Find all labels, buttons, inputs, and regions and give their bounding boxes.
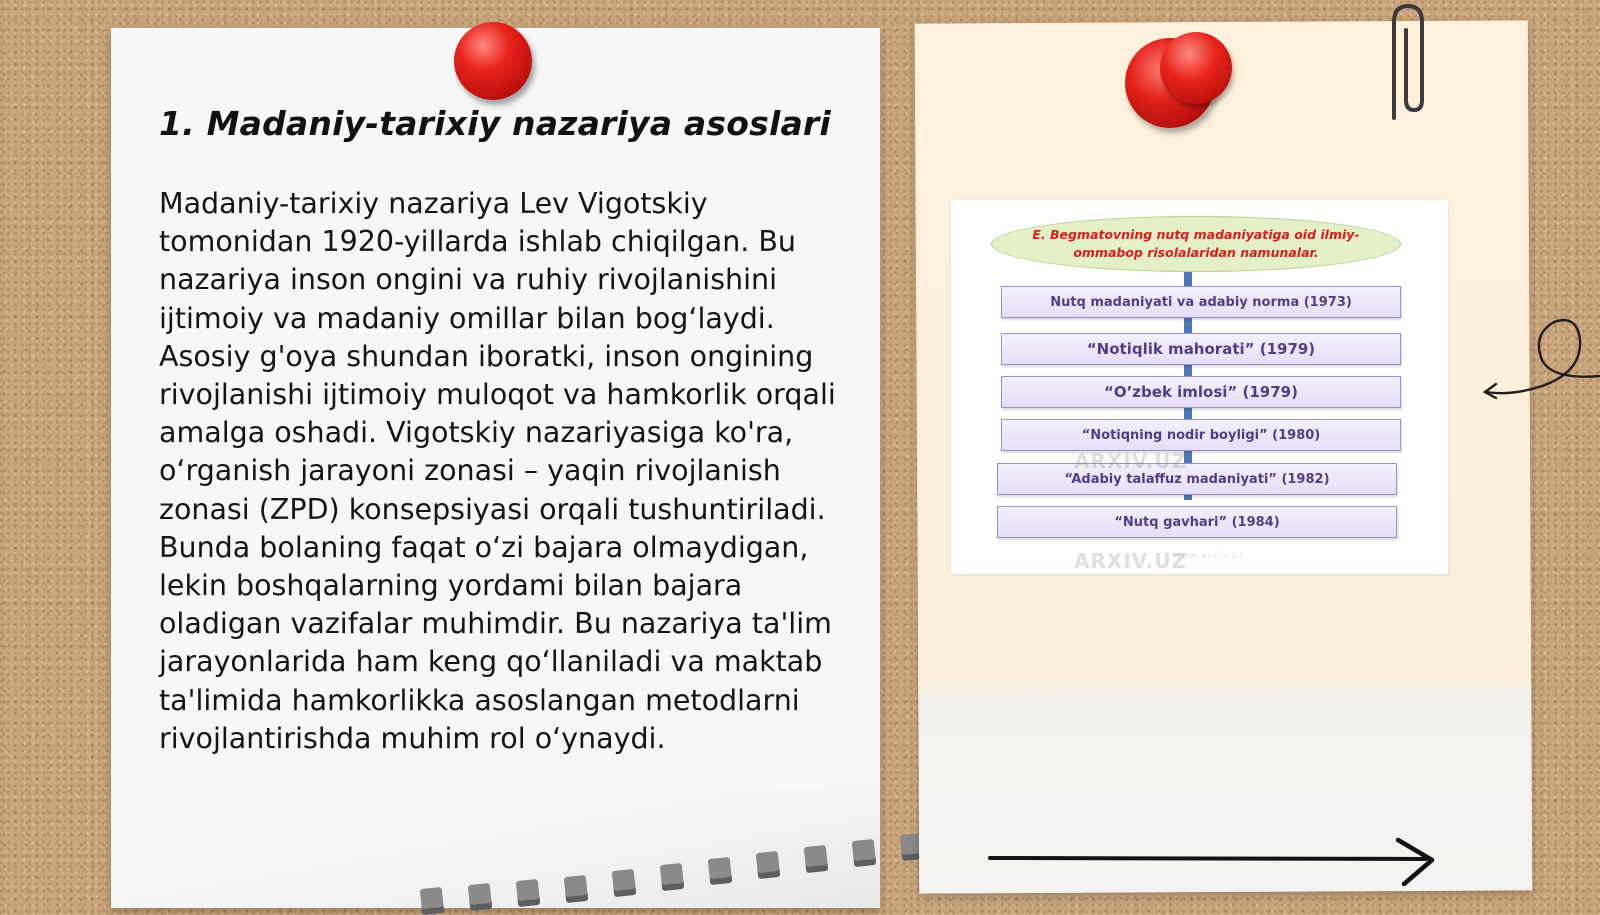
slide-body-text: Madaniy-tarixiy nazariya Lev Vigotskiy tomonidan 1920-yillarda ishlab chiqilgan. Bu nazariya inson ongini va ruhiy rivojlanishini ijtimoiy va madaniy omillar bilan bog‘laydi. Asosiy g'oya shundan iboratki, inson ongining rivojlanishi ijtimoiy muloqot va hamkorlik orqali amalga oshadi. Vigotskiy nazariyasiga ko'ra, o‘rganish jarayoni zonasi – yaqin rivojlanish zonasi (ZPD) konsepsiyasi orqali tushuntiriladi. Bunda bolaning faqat o‘zi bajara olmaydigan, lekin boshqalarning yordami bilan bajara oladigan vazifalar muhimdir. Bu nazariya ta'lim jarayonlarida ham keng qo‘llaniladi va maktab ta'limida hamkorlikka asoslangan metodlarni rivojlantirishda muhim rol o‘ynaydi. (159, 187, 836, 755)
arrow-right-icon (986, 836, 1446, 892)
torn-edge-tabs (421, 798, 981, 908)
watermark: ARXIV.UZ (1074, 449, 1187, 473)
diagram-image (951, 200, 1448, 574)
loop-arrow-icon (1482, 310, 1600, 410)
slide-heading: 1. Madaniy-tarixiy nazariya asoslari (159, 104, 831, 143)
diagram-item: Nutq madaniyati va adabiy norma (1973) (1001, 286, 1401, 318)
watermark: ARXIV.UZ (1074, 549, 1187, 573)
diagram-item: “Notiqlik mahorati” (1979) (1001, 333, 1401, 365)
watermark-url: www.arxiv.uz (1173, 551, 1244, 561)
diagram-item: “O’zbek imlosi” (1979) (1001, 376, 1401, 408)
push-pin-icon (454, 22, 532, 100)
push-pin-icon (1160, 32, 1232, 104)
diagram-title: E. Begmatovning nutq madaniyatiga oid ilmiy-ommabop risolalaridan namunalar. (991, 216, 1401, 272)
diagram-item: “Nutq gavhari” (1984) (997, 506, 1397, 538)
diagram-item: “Notiqning nodir boyligi” (1980) (1001, 419, 1401, 451)
diagram-item: “Adabiy talaffuz madaniyati” (1982) (997, 463, 1397, 495)
paper-clip-icon (1372, 0, 1432, 130)
